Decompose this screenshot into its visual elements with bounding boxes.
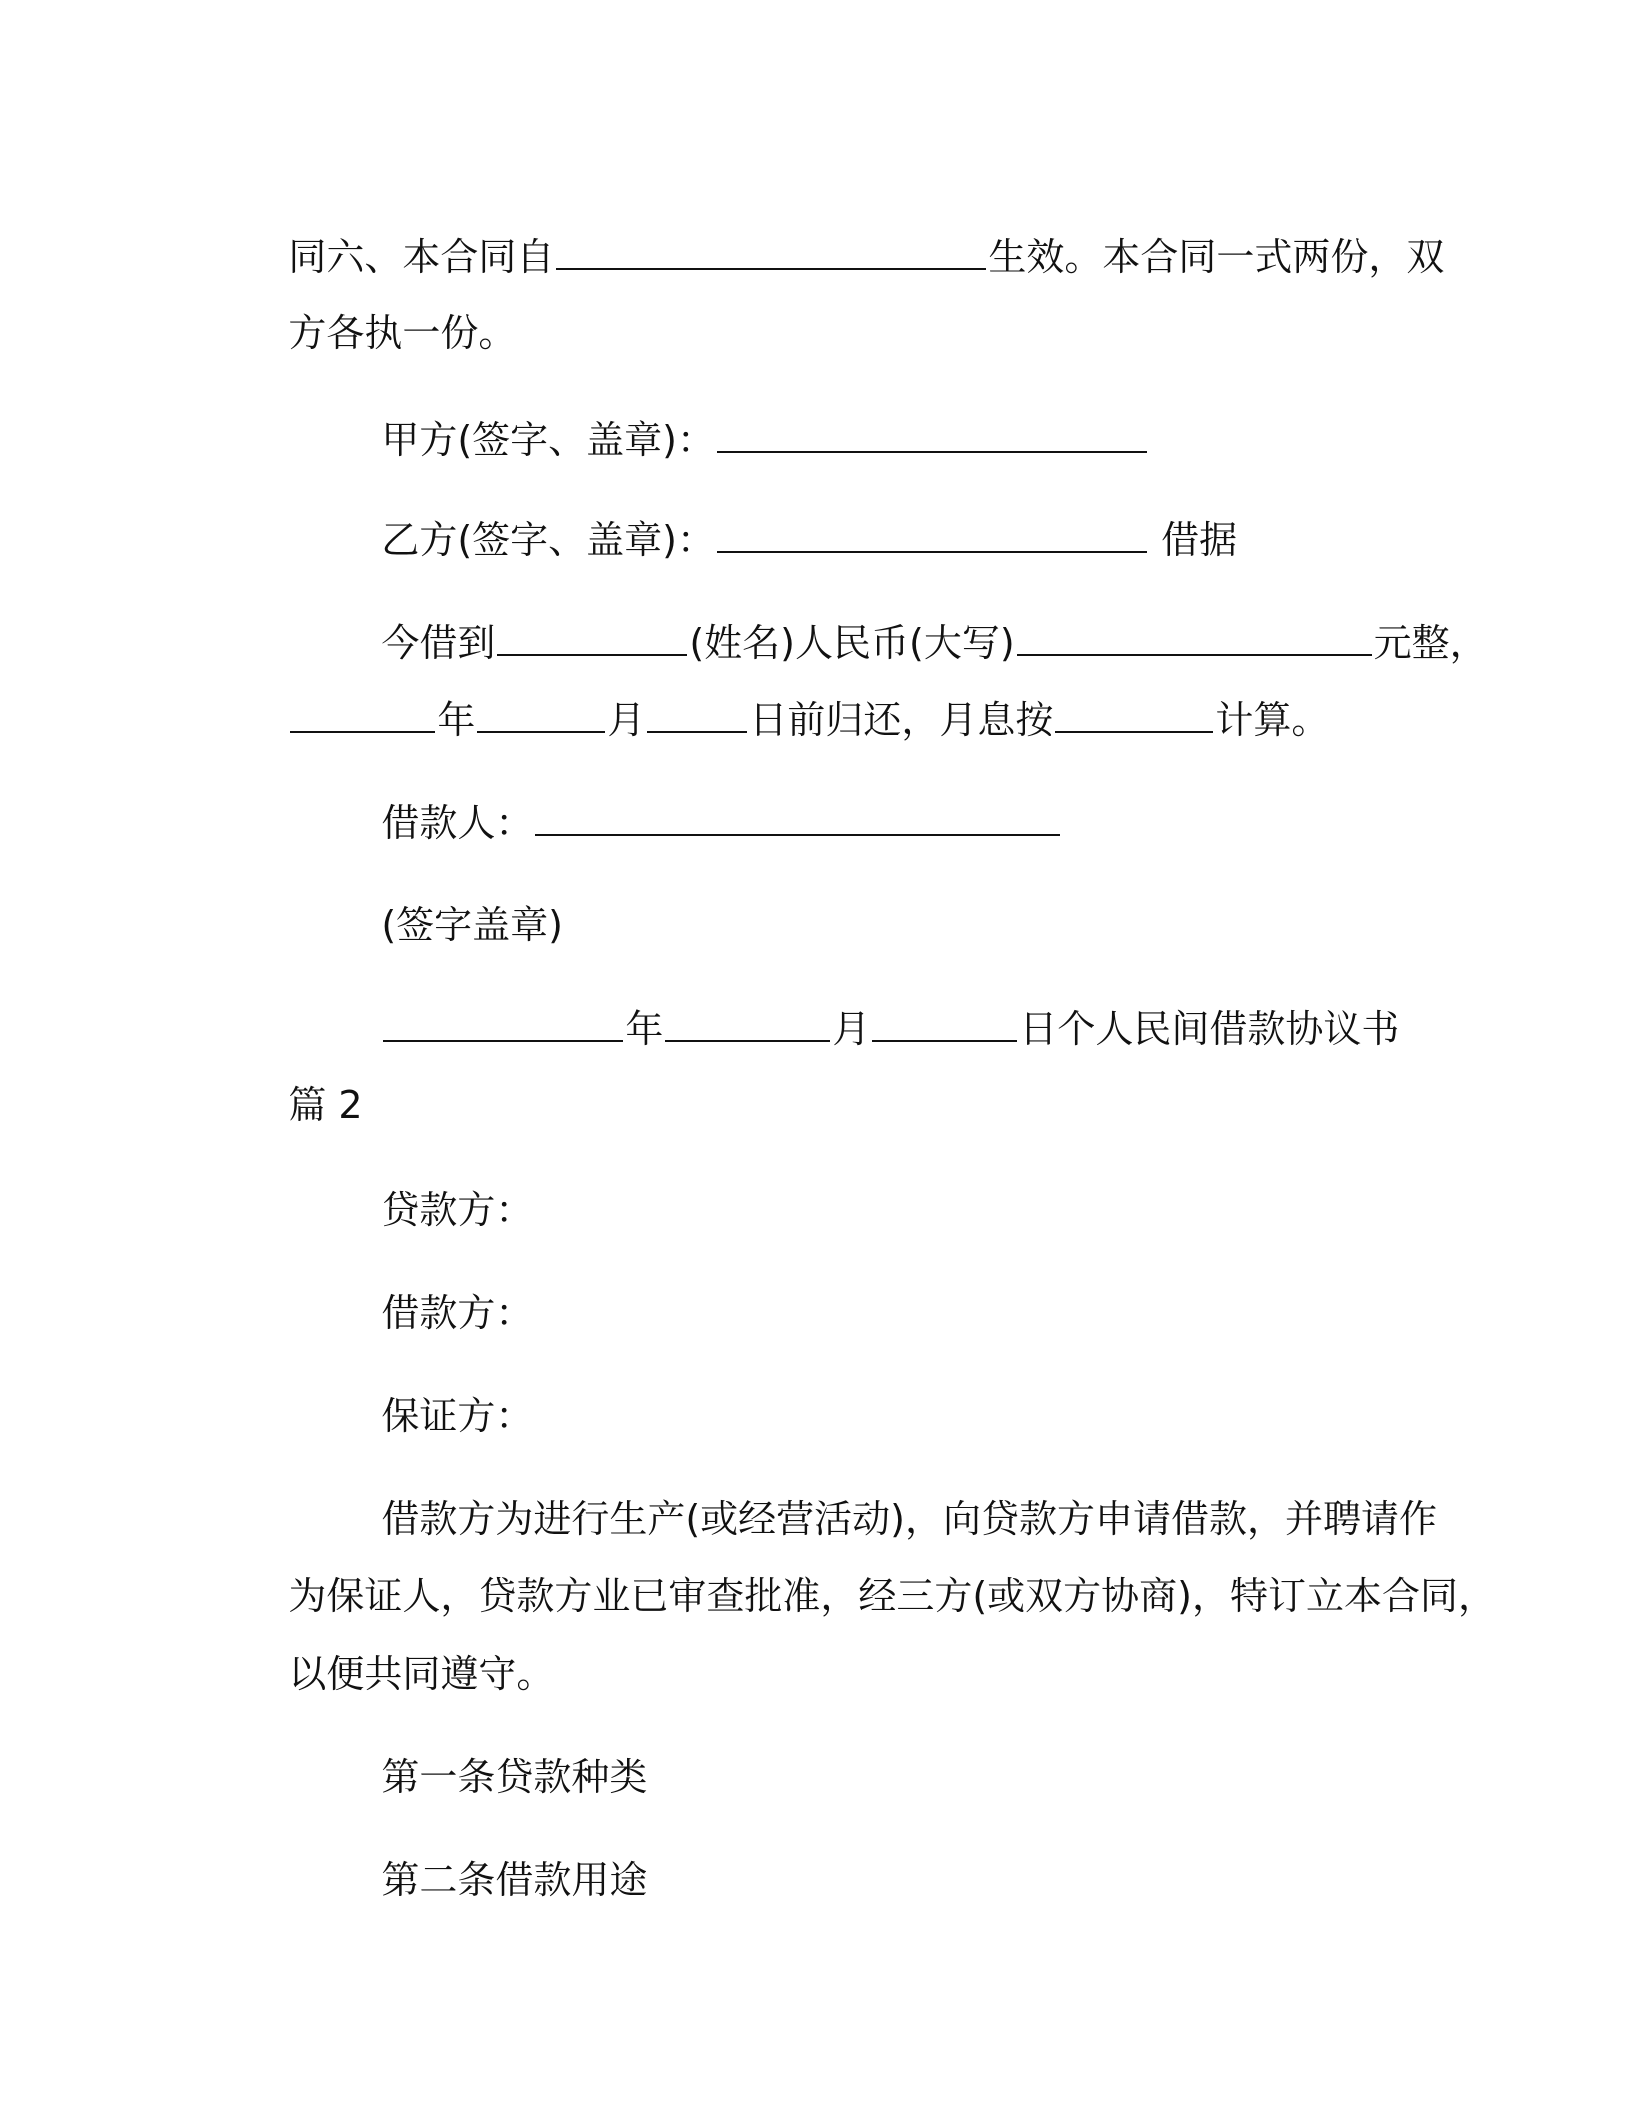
article-1-line (333, 1720, 647, 1834)
effective-clause-prefix: 同六、本合同自 (288, 235, 555, 279)
signing-day-blank (872, 1008, 1017, 1042)
party-a-signature-line (333, 381, 1149, 497)
iou-amount-suffix: 元整， (1373, 621, 1488, 665)
article-2-line (333, 1823, 647, 1937)
effective-clause-suffix: 生效。本合同一式两份，双 (988, 235, 1445, 279)
amount-in-words-blank (1017, 622, 1372, 656)
signing-month-label: 月 (832, 1007, 871, 1051)
article-1-heading: 第一条贷款种类 (381, 1755, 648, 1799)
party-b-signature-line (333, 481, 1237, 597)
intro-text-2: 为保证人，贷款方业已审查批准，经三方(或双方协商)，特订立本合同， (288, 1574, 1496, 1618)
due-day-blank (647, 699, 747, 733)
due-interest-label: 日前归还，月息按 (749, 698, 1054, 742)
iou-currency-label: (姓名)人民币(大写) (689, 621, 1015, 665)
borrower-party-line (333, 1256, 533, 1370)
agreement-title: 日个人民间借款协议书 (1019, 1007, 1400, 1051)
due-year-label: 年 (437, 698, 476, 742)
due-year-blank (290, 699, 435, 733)
due-month-blank (477, 699, 605, 733)
borrower-signature-line (333, 764, 1062, 880)
party-a-label: 甲方(签字、盖章)： (381, 418, 715, 462)
intro-text-1: 借款方为进行生产(或经营活动)，向贷款方申请借款，并聘请作 (381, 1497, 1437, 1541)
lender-label: 贷款方： (381, 1188, 534, 1232)
due-month-label: 月 (607, 698, 646, 742)
lender-name-blank (497, 622, 687, 656)
effective-date-blank (556, 236, 986, 270)
seal-note: (签字盖章) (381, 903, 563, 947)
signing-year-blank (383, 1008, 623, 1042)
part-label: 篇 2 (288, 1083, 363, 1127)
intro-paragraph-line-3 (240, 1617, 554, 1731)
lender-line (333, 1153, 533, 1267)
party-a-signature-blank (717, 419, 1147, 453)
borrower-signature-blank (535, 802, 1060, 836)
part-label-line (240, 1048, 363, 1162)
guarantor-line (333, 1359, 533, 1473)
copies-clause-line (240, 276, 516, 390)
guarantor-label: 保证方： (381, 1394, 534, 1438)
party-b-signature-blank (717, 519, 1147, 553)
party-b-label: 乙方(签字、盖章)： (381, 518, 715, 562)
iou-borrowed-from-label: 今借到 (381, 621, 496, 665)
intro-text-3: 以便共同遵守。 (288, 1652, 555, 1696)
copies-clause-text: 方各执一份。 (288, 311, 517, 355)
iou-heading: 借据 (1148, 518, 1238, 562)
interest-rate-blank (1055, 699, 1213, 733)
borrower-label: 借款人： (381, 801, 534, 845)
iou-due-date-line (240, 661, 1329, 777)
signing-month-blank (665, 1008, 830, 1042)
signing-date-line (333, 970, 1399, 1086)
calc-label: 计算。 (1215, 698, 1330, 742)
signing-year-label: 年 (625, 1007, 664, 1051)
article-2-heading: 第二条借款用途 (381, 1858, 648, 1902)
seal-note-line (333, 868, 563, 982)
borrower-party-label: 借款方： (381, 1291, 534, 1335)
